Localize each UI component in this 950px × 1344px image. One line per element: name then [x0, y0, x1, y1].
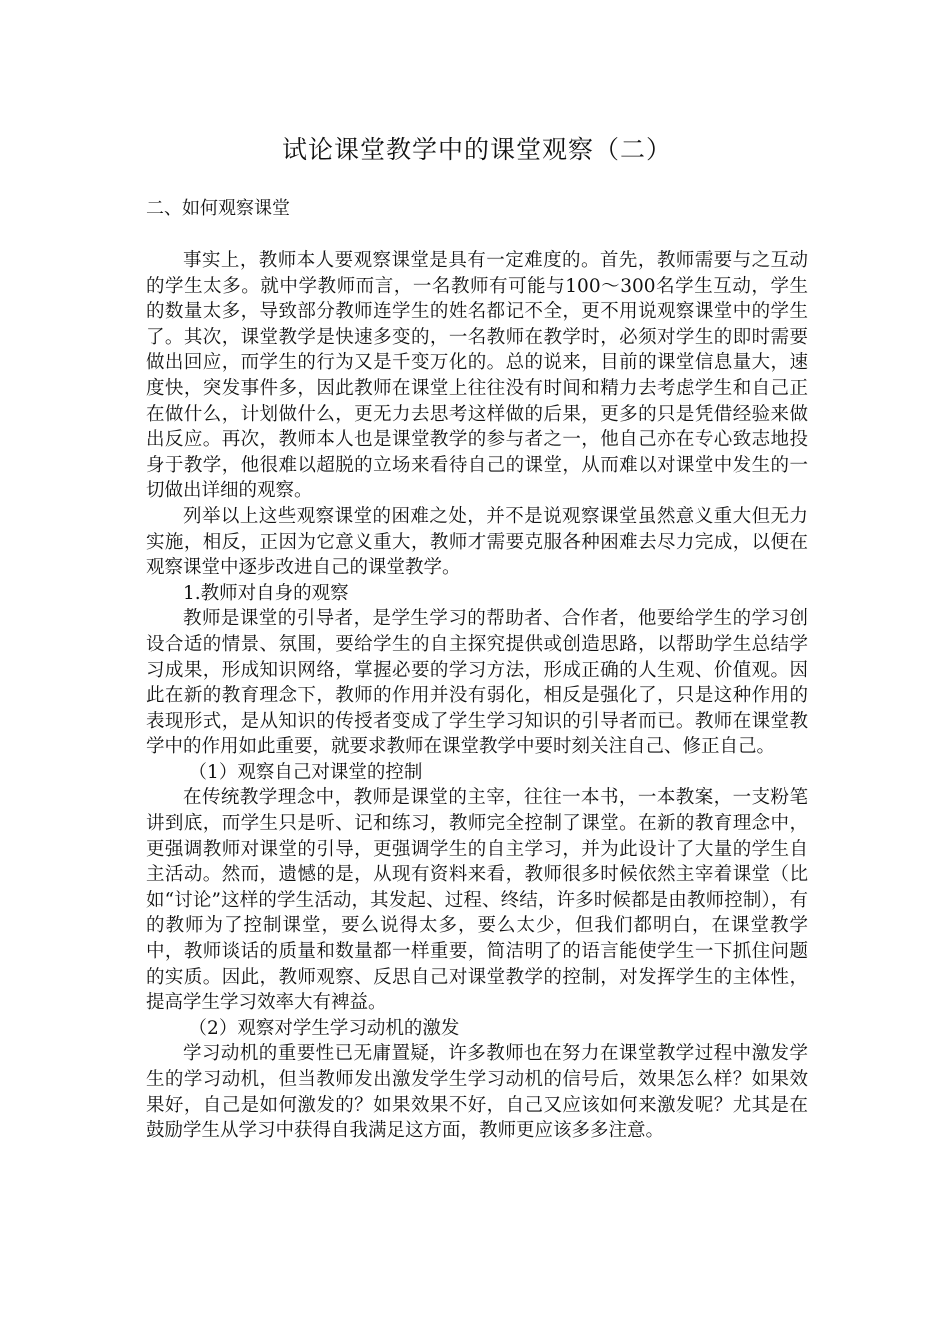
paragraph-classroom-control: 在传统教学理念中，教师是课堂的主宰，往往一本书，一本教案，一支粉笔讲到底，而学生只是听、记和练习，教师完全控制了课堂。在新的教育理念中，更强调教师对课堂的引导，更强调学生的自主学习，并为此设计了大量的学生自主活动。然而，遗憾的是，从现有资料来看，教师很多时候依然主宰着课堂（比如“讨论”这样的学生活动，其发起、过程、终结，许多时候都是由教师控制），有的教师为了控制课堂，要么说得太多，要么太少，但我们都明白，在课堂教学中，教师谈话的质量和数量都一样重要，简洁明了的语言能使学生一下抓住问题的实质。因此，教师观察、反思自己对课堂教学的控制，对发挥学生的主体性，提高学生学习效率大有裨益。	[146, 787, 808, 1014]
paragraph-motivation: 学习动机的重要性已无庸置疑，许多教师也在努力在课堂教学过程中激发学生的学习动机，但当教师发出激发学生学习动机的信号后，效果怎么样？如果效果好，自己是如何激发的？如果效果不好，自己又应该如何来激发呢？尤其是在鼓励学生从学习中获得自我满足这方面，教师更应该多多注意。	[146, 1043, 808, 1142]
subheading-teacher-self-observation: 1.教师对自身的观察	[183, 582, 349, 604]
section-heading: 二、如何观察课堂	[146, 198, 290, 219]
paragraph-listing: 列举以上这些观察课堂的困难之处，并不是说观察课堂虽然意义重大但无力实施，相反，正因为它意义重大，教师才需要克服各种困难去尽力完成，以便在观察课堂中逐步改进自己的课堂教学。	[146, 505, 808, 579]
document-page	[146, 128, 808, 1144]
paragraph-difficulty: 事实上，教师本人要观察课堂是具有一定难度的。首先，教师需要与之互动的学生太多。就中学教师而言，一名教师有可能与100～300名学生互动，学生的数量太多，导致部分教师连学生的姓名都记不全，更不用说观察课堂中的学生了。其次，课堂教学是快速多变的，一名教师在教学时，必须对学生的即时需要做出回应，而学生的行为又是千变万化的。总的说来，目前的课堂信息量大，速度快，突发事件多，因此教师在课堂上往往没有时间和精力去考虑学生和自己正在做什么，计划做什么，更无力去思考这样做的后果，更多的只是凭借经验来做出反应。再次，教师本人也是课堂教学的参与者之一，他自己亦在专心致志地投身于教学，他很难以超脱的立场来看待自己的课堂，从而难以对课堂中发生的一切做出详细的观察。	[146, 250, 808, 502]
document-title: 试论课堂教学中的课堂观察（二）	[281, 135, 672, 164]
subheading-classroom-control: （1）观察自己对课堂的控制	[188, 761, 423, 783]
paragraph-teacher-role: 教师是课堂的引导者，是学生学习的帮助者、合作者，他要给学生的学习创设合适的情景、氛围，要给学生的自主探究提供或创造思路，以帮助学生总结学习成果，形成知识网络，掌握必要的学习方法，形成正确的人生观、价值观。因此在新的教育理念下，教师的作用并没有弱化，相反是强化了，只是这种作用的表现形式，是从知识的传授者变成了学生学习知识的引导者而已。教师在课堂教学中的作用如此重要，就要求教师在课堂教学中要时刻关注自己、修正自己。	[146, 608, 808, 758]
subheading-motivation: （2）观察对学生学习动机的激发	[188, 1017, 460, 1039]
